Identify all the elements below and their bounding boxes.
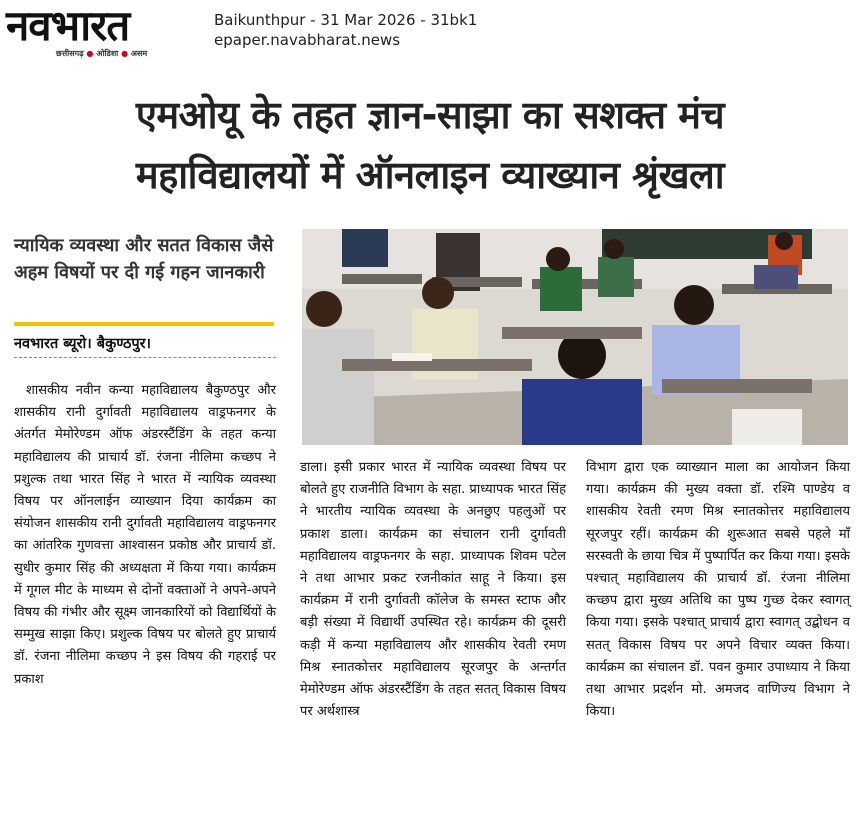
- tagline-region-2: ओडिशा: [96, 49, 119, 58]
- accent-rule: [14, 322, 274, 326]
- article-column-1: [14, 380, 276, 691]
- classroom-photo: [302, 229, 848, 445]
- newspaper-logo: नवभारत: [6, 1, 130, 50]
- article-column-1-text: शासकीय नवीन कन्या महाविद्यालय बैकुण्ठपुर और शासकीय रानी दुर्गावती महाविद्यालय वाड्रफनगर के अंतर्गत मेमोरेण्डम ऑफ अंडरस्टैंडिंग के तहत कन्या महाविद्यालय की प्राचार्य डॉ. रंजना नीलिमा कच्छप ने प्रशुल्क तथा भारत सिंह ने भारत में न्यायिक व्यवस्था विषय पर ऑनलाईन व्याख्यान दिया कार्यक्रम का संयोजन शासकीय रानी दुर्गावती महाविद्यालय वाड्रफनगर का आंतरिक गुणवत्ता आश्वासन प्रकोष्ठ और प्राचार्य डॉ. सुधीर कुमार सिंह की अध्यक्षता में किया गया। कार्यक्रम में गूगल मीट के माध्यम से दोनों वक्ताओं ने अपने-अपने विषय की गंभीर और सूक्ष्म जानकारियों को विद्यार्थियों के सम्मुख साझा किए। प्रशुल्क विषय पर बोलते हुए प्राचार्य डॉ. रंजना नीलिमा कच्छप ने इस विषय की गहराई पर प्रकाश: [14, 383, 276, 687]
- subheadline: न्यायिक व्यवस्था और सतत विकास जैसे अहम विषयों पर दी गई गहन जानकारी: [14, 235, 274, 283]
- edition-info: [214, 10, 477, 50]
- byline: नवभारत ब्यूरो। बैकुण्ठपुर।: [14, 336, 152, 352]
- edition-date-line: Baikunthpur - 31 Mar 2026 - 31bk1: [214, 11, 478, 29]
- masthead-tagline: [56, 48, 196, 59]
- tagline-dot-icon: ●: [86, 49, 94, 58]
- masthead: [6, 1, 196, 64]
- article-column-2: डाला। इसी प्रकार भारत में न्यायिक व्यवस्था विषय पर बोलते हुए राजनीति विभाग के सहा. प्राध्यापक भारत सिंह ने भारतीय न्यायिक व्यवस्था के अनछुए पहलुओं पर प्रकाश डाला। कार्यक्रम का संचालन रानी दुर्गावती महाविद्यालय वाड्रफनगर के सहा. प्राध्यापक शिवम पटेल ने तथा आभार प्रकट रजनीकांत साहू ने किया। इस कार्यक्रम में रानी दुर्गावती कॉलेज के समस्त स्टाफ और बड़ी संख्या में विद्यार्थी उपस्थित रहे। कार्यक्रम की दूसरी कड़ी में कन्या महाविद्यालय और शासकीय रेवती रमण मिश्र स्नातकोत्तर महाविद्यालय सूरजपुर के अन्तर्गत मेमोरेण्डम ऑफ अंडरस्टैंडिंग के तहत सतत् विकास विषय पर अर्थशास्त्र: [300, 460, 566, 720]
- headline-line-2: महाविद्यालयों में ऑनलाइन व्याख्यान श्रृंखला: [135, 153, 725, 197]
- tagline-region-3: असम: [130, 49, 148, 58]
- article-column-3: विभाग द्वारा एक व्याख्यान माला का आयोजन किया गया। कार्यक्रम की मुख्य वक्ता डॉ. रश्मि पाण्डेय व शासकीय रेवती रमण मिश्र स्नातकोत्तर महाविद्यालय सूरजपुर रहीं। कार्यक्रम की शुरूआत सबसे पहले माँ सरस्वती के छाया चित्र में पुष्पार्पित कर किया गया। इसके पश्चात् महाविद्यालय की प्राचार्य डॉ. रंजना नीलिमा कच्छप द्वारा मुख्य अतिथि का पुष्प गुच्छ देकर स्वागत् किया गया। इसके पश्चात् प्राचार्य द्वारा स्वागत् उद्बोधन व सतत् विकास विषय पर अपने विचार व्यक्त किया। कार्यक्रम का संचालन डॉ. पवन कुमार उपाध्याय ने किया तथा आभार प्रदर्शन मो. अमजद वाणिज्य विभाग ने किया।: [586, 460, 850, 720]
- edition-url[interactable]: epaper.navabharat.news: [214, 31, 401, 49]
- dashed-divider: [14, 357, 276, 358]
- tagline-dot-icon: ●: [121, 49, 129, 58]
- headline-line-1: एमओयू के तहत ज्ञान-साझा का सशक्त मंच: [135, 93, 725, 137]
- tagline-region-1: छत्तीसगढ़: [56, 49, 84, 58]
